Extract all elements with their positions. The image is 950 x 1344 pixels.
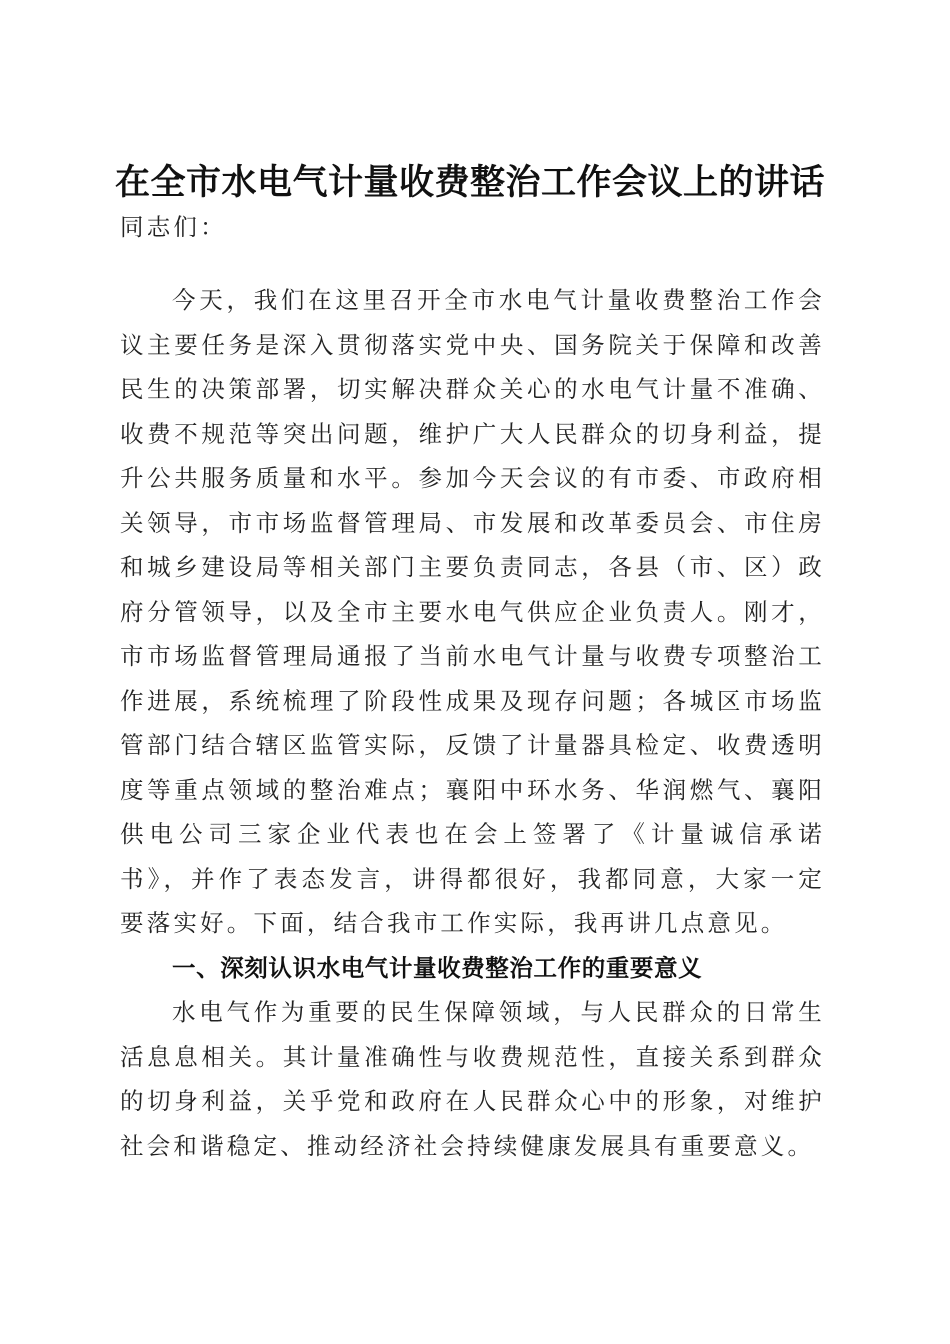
paragraph-section-1: 水电气作为重要的民生保障领域，与人民群众的日常生活息息相关。其计量准确性与收费规范性，直接关系到群众的切身利益，关乎党和政府在人民群众心中的形象，对维护社会和谐稳定、推动经济社会持续健康发展具有重要意义。 (120, 998, 825, 1160)
section-heading-1: 一、深刻认识水电气计量收费整治工作的重要意义 (172, 954, 703, 982)
salutation: 同志们： (120, 213, 227, 241)
document-title: 在全市水电气计量收费整治工作会议上的讲话 (114, 162, 825, 204)
paragraph-opening: 今天，我们在这里召开全市水电气计量收费整治工作会议主要任务是深入贯彻落实党中央、国务院关于保障和改善民生的决策部署，切实解决群众关心的水电气计量不准确、收费不规范等突出问题，维护广大人民群众的切身利益，提升公共服务质量和水平。参加今天会议的有市委、市政府相关领导，市市场监督管理局、市发展和改革委员会、市住房和城乡建设局等相关部门主要负责同志，各县（市、区）政府分管领导，以及全市主要水电气供应企业负责人。刚才，市市场监督管理局通报了当前水电气计量与收费专项整治工作进展，系统梳理了阶段性成果及现存问题；各城区市场监管部门结合辖区监管实际，反馈了计量器具检定、收费透明度等重点领域的整治难点；襄阳中环水务、华润燃气、襄阳供电公司三家企业代表也在会上签署了《计量诚信承诺书》，并作了表态发言，讲得都很好，我都同意，大家一定要落实好。下面，结合我市工作实际，我再讲几点意见。 (120, 286, 825, 937)
